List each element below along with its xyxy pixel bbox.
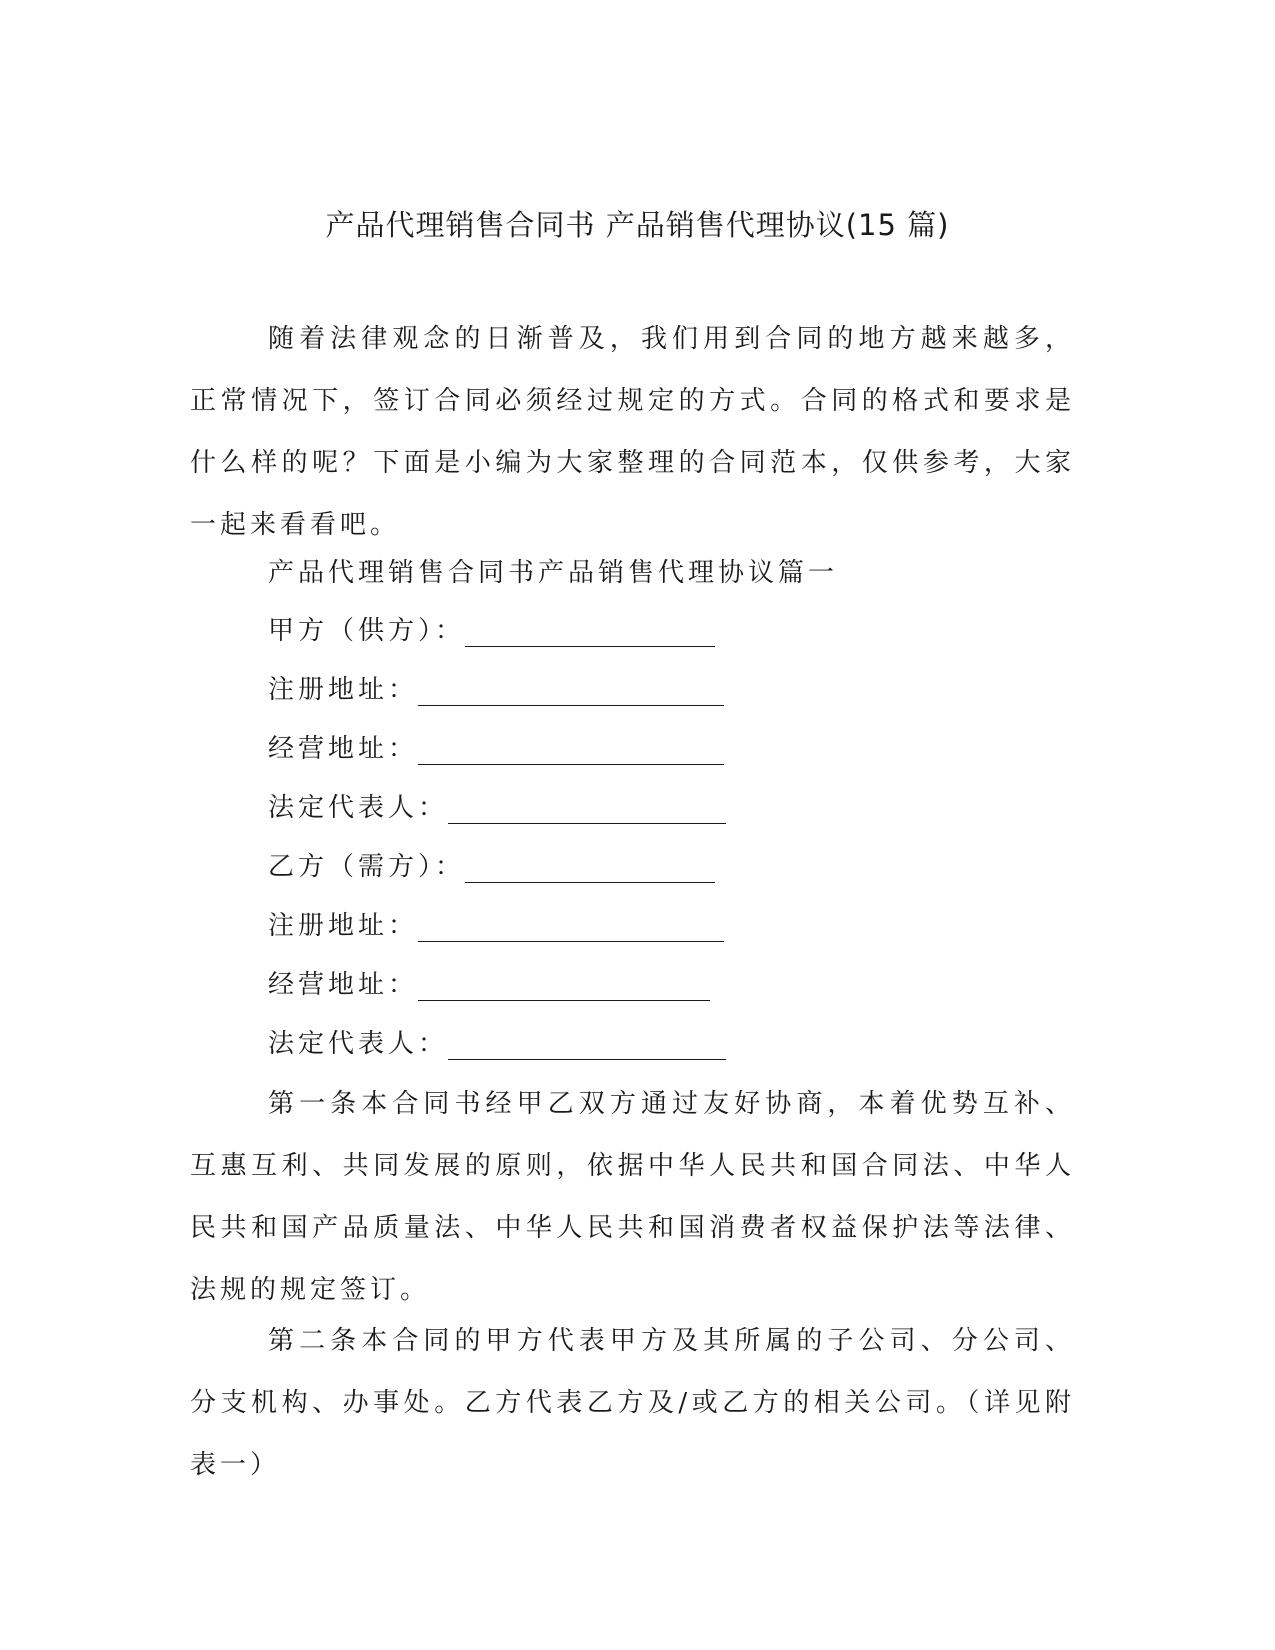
party-a-line	[268, 611, 715, 651]
party-a-blank	[465, 616, 715, 647]
article-1-paragraph: 第一条本合同书经甲乙双方通过友好协商，本着优势互补、互惠互利、共同发展的原则，依据中华人民共和国合同法、中华人民共和国产品质量法、中华人民共和国消费者权益保护法等法律、法规的规定签订。	[190, 1089, 1075, 1305]
party-a-legal-rep-blank	[448, 793, 726, 824]
party-a-business-address-line	[268, 729, 724, 769]
section-heading: 产品代理销售合同书产品销售代理协议篇一	[268, 558, 839, 588]
article-2-paragraph: 第二条本合同的甲方代表甲方及其所属的子公司、分公司、分支机构、办事处。乙方代表乙方及/或乙方的相关公司。（详见附表一）	[190, 1326, 1075, 1480]
party-b-registered-address-blank	[418, 911, 724, 942]
party-b-legal-rep-blank	[448, 1029, 726, 1060]
party-b-business-address-line	[268, 965, 710, 1005]
party-b-business-address-label: 经营地址：	[268, 970, 419, 1000]
party-b-business-address-blank	[418, 970, 710, 1001]
party-a-label: 甲方（供方）：	[268, 616, 466, 646]
party-b-legal-rep-line	[268, 1024, 726, 1064]
party-a-registered-address-line	[268, 670, 724, 710]
party-a-legal-rep-label: 法定代表人：	[268, 793, 449, 823]
party-a-business-address-label: 经营地址：	[268, 734, 419, 764]
party-a-registered-address-label: 注册地址：	[268, 675, 419, 705]
party-b-line	[268, 847, 715, 887]
intro-paragraph: 随着法律观念的日渐普及，我们用到合同的地方越来越多，正常情况下，签订合同必须经过规定的方式。合同的格式和要求是什么样的呢？下面是小编为大家整理的合同范本，仅供参考，大家一起来看看吧。	[190, 324, 1075, 540]
party-b-registered-address-label: 注册地址：	[268, 911, 419, 941]
party-b-blank	[465, 852, 715, 883]
document-title: 产品代理销售合同书 产品销售代理协议(15 篇)	[325, 208, 950, 242]
party-a-business-address-blank	[418, 734, 724, 765]
party-b-legal-rep-label: 法定代表人：	[268, 1029, 449, 1059]
party-b-label: 乙方（需方）：	[268, 852, 466, 882]
party-b-registered-address-line	[268, 906, 724, 946]
party-a-registered-address-blank	[418, 675, 724, 706]
party-a-legal-rep-line	[268, 788, 726, 828]
